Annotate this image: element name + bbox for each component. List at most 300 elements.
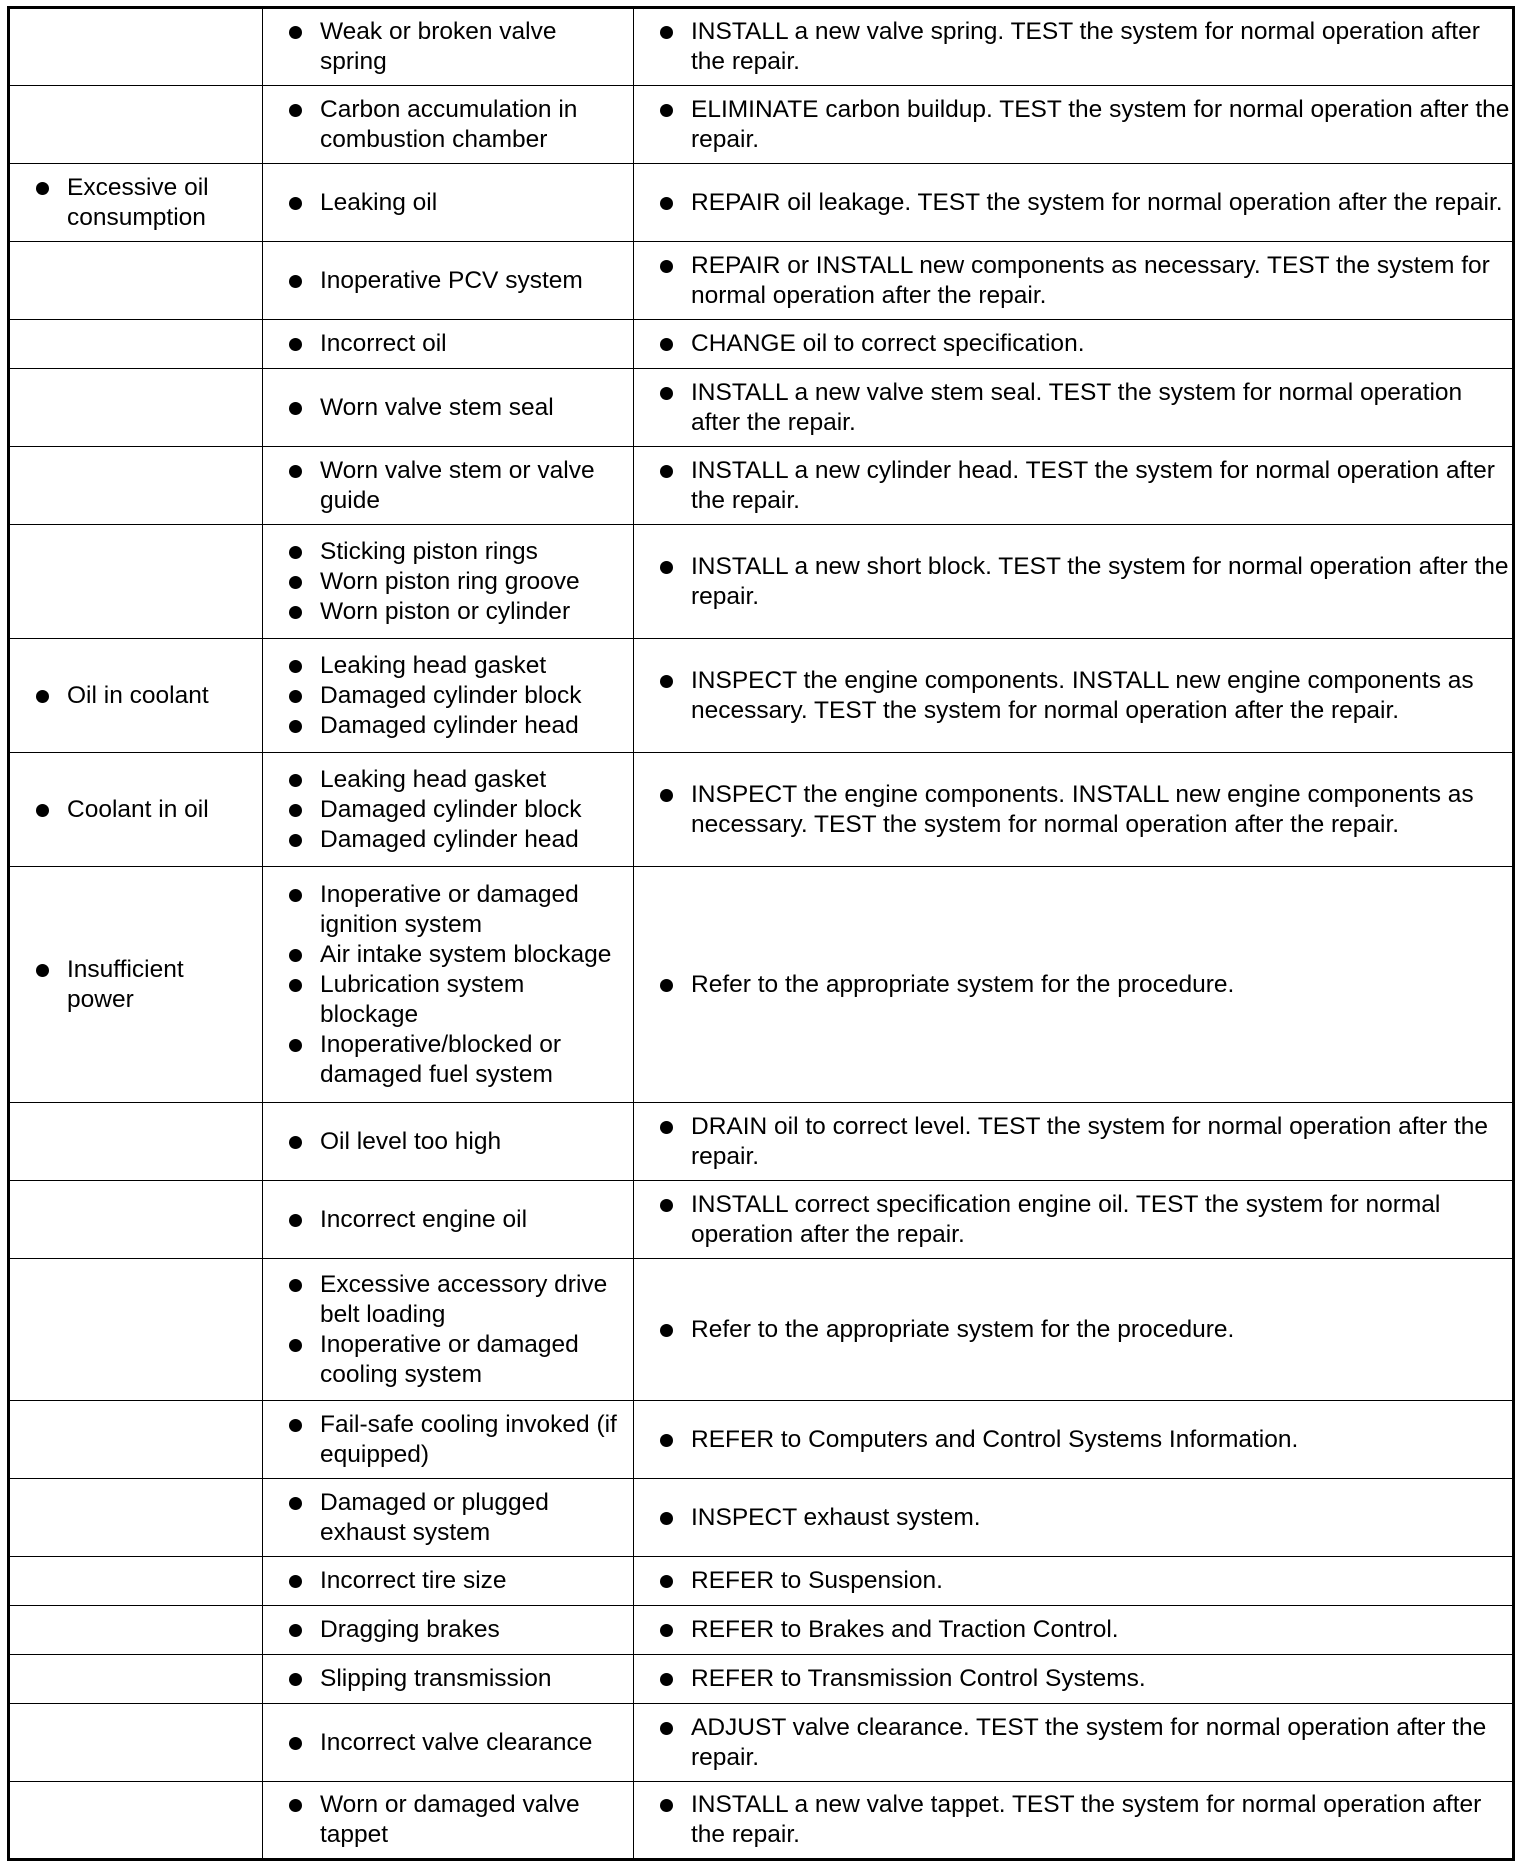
condition-cell: [9, 369, 263, 447]
bullet-icon: [660, 979, 673, 992]
cause-item: [263, 456, 633, 516]
table-row: [9, 242, 1514, 320]
bullet-icon: [660, 197, 673, 210]
condition-cell: [9, 1103, 263, 1181]
action-list: [634, 188, 1512, 218]
action-cell: [634, 639, 1514, 753]
cause-item: [263, 825, 633, 855]
condition-cell: [9, 1704, 263, 1782]
table-row: [9, 1704, 1514, 1782]
bullet-icon: [289, 576, 302, 589]
cause-text: Damaged cylinder block: [320, 795, 582, 823]
cause-cell: [263, 639, 634, 753]
action-text: Refer to the appropriate system for the procedure.: [691, 1315, 1235, 1343]
cause-item: [263, 880, 633, 940]
table-row: [9, 369, 1514, 447]
cause-list: [263, 95, 633, 155]
cause-cell: [263, 1401, 634, 1479]
cause-cell: [263, 320, 634, 369]
cause-text: Inoperative/blocked or damaged fuel system: [320, 1030, 562, 1088]
cause-text: Damaged cylinder head: [320, 825, 579, 853]
action-item: [634, 1790, 1512, 1850]
bullet-icon: [289, 660, 302, 673]
action-cell: [634, 867, 1514, 1103]
cause-text: Worn or damaged valve tappet: [320, 1791, 580, 1848]
action-text: INSTALL a new short block. TEST the system for normal operation after the repair.: [691, 552, 1509, 610]
bullet-icon: [660, 104, 673, 117]
condition-cell: [9, 8, 263, 86]
cause-text: Leaking head gasket: [320, 651, 547, 679]
cause-item: [263, 597, 633, 627]
action-cell: [634, 1401, 1514, 1479]
cause-list: [263, 1127, 633, 1157]
cause-item: [263, 17, 633, 77]
table-row: [9, 8, 1514, 86]
cause-item: [263, 940, 633, 970]
action-text: INSPECT the engine components. INSTALL new engine components as necessary. TEST the system for normal operation after the repair.: [691, 780, 1474, 838]
action-item: [634, 1190, 1512, 1250]
cause-cell: [263, 1479, 634, 1557]
action-list: [634, 552, 1512, 612]
cause-item: [263, 765, 633, 795]
cause-text: Oil level too high: [320, 1127, 502, 1155]
cause-cell: [263, 1782, 634, 1860]
bullet-icon: [660, 675, 673, 688]
condition-cell: [9, 867, 263, 1103]
action-item: [634, 329, 1512, 359]
action-text: REFER to Transmission Control Systems.: [691, 1665, 1146, 1692]
action-list: [634, 1503, 1512, 1533]
cause-item: [263, 795, 633, 825]
cause-list: [263, 537, 633, 627]
table-row: [9, 86, 1514, 164]
bullet-icon: [289, 104, 302, 117]
cause-list: [263, 188, 633, 218]
action-cell: [634, 1704, 1514, 1782]
action-list: [634, 251, 1512, 311]
cause-item: [263, 1728, 633, 1758]
cause-text: Carbon accumulation in combustion chamber: [320, 95, 578, 153]
cause-cell: [263, 1704, 634, 1782]
action-list: [634, 378, 1512, 438]
bullet-icon: [660, 1512, 673, 1525]
cause-list: [263, 765, 633, 855]
action-list: [634, 780, 1512, 840]
action-list: [634, 666, 1512, 726]
action-text: REFER to Brakes and Traction Control.: [691, 1616, 1119, 1643]
condition-cell: [9, 86, 263, 164]
cause-item: [263, 1566, 633, 1596]
condition-list: [10, 955, 262, 1015]
cause-item: [263, 711, 633, 741]
condition-cell: [9, 1401, 263, 1479]
condition-text: Insufficient power: [67, 955, 184, 1013]
table-row: [9, 1606, 1514, 1655]
bullet-icon: [660, 1575, 673, 1588]
table-row: [9, 1259, 1514, 1401]
bullet-icon: [660, 1624, 673, 1637]
cause-list: [263, 1270, 633, 1390]
cause-item: [263, 188, 633, 218]
action-item: [634, 1503, 1512, 1533]
bullet-icon: [289, 1673, 302, 1686]
cause-text: Slipping transmission: [320, 1665, 552, 1692]
action-cell: [634, 1606, 1514, 1655]
cause-list: [263, 1728, 633, 1758]
bullet-icon: [660, 789, 673, 802]
cause-cell: [263, 1606, 634, 1655]
cause-text: Incorrect oil: [320, 330, 447, 357]
cause-cell: [263, 447, 634, 525]
cause-text: Worn piston or cylinder: [320, 597, 571, 625]
condition-cell: [9, 1782, 263, 1860]
cause-list: [263, 1205, 633, 1235]
cause-item: [263, 1030, 633, 1090]
cause-list: [263, 1664, 633, 1694]
bullet-icon: [289, 546, 302, 559]
table-row: [9, 1557, 1514, 1606]
action-cell: [634, 1782, 1514, 1860]
cause-list: [263, 456, 633, 516]
condition-item: [10, 795, 262, 825]
action-list: [634, 1713, 1512, 1773]
bullet-icon: [660, 1799, 673, 1812]
bullet-icon: [289, 1799, 302, 1812]
cause-cell: [263, 8, 634, 86]
condition-item: [10, 173, 262, 233]
cause-item: [263, 1488, 633, 1548]
cause-item: [263, 1330, 633, 1390]
cause-list: [263, 1488, 633, 1548]
bullet-icon: [289, 804, 302, 817]
bullet-icon: [660, 338, 673, 351]
bullet-icon: [36, 964, 49, 977]
action-text: INSTALL correct specification engine oil. TEST the system for normal operation after the repair.: [691, 1190, 1441, 1248]
condition-cell: [9, 639, 263, 753]
bullet-icon: [36, 690, 49, 703]
action-list: [634, 970, 1512, 1000]
bullet-icon: [660, 1121, 673, 1134]
action-item: [634, 378, 1512, 438]
table-body: [9, 8, 1514, 1860]
table-row: [9, 1181, 1514, 1259]
bullet-icon: [289, 979, 302, 992]
action-list: [634, 1112, 1512, 1172]
bullet-icon: [289, 834, 302, 847]
action-text: ADJUST valve clearance. TEST the system for normal operation after the repair.: [691, 1713, 1487, 1771]
cause-cell: [263, 242, 634, 320]
bullet-icon: [660, 1324, 673, 1337]
action-text: DRAIN oil to correct level. TEST the system for normal operation after the repair.: [691, 1112, 1489, 1170]
bullet-icon: [289, 1624, 302, 1637]
bullet-icon: [289, 275, 302, 288]
action-list: [634, 1790, 1512, 1850]
action-cell: [634, 1557, 1514, 1606]
cause-cell: [263, 1557, 634, 1606]
action-cell: [634, 369, 1514, 447]
action-cell: [634, 8, 1514, 86]
cause-cell: [263, 867, 634, 1103]
action-item: [634, 552, 1512, 612]
table-row: [9, 1655, 1514, 1704]
cause-list: [263, 1790, 633, 1850]
cause-item: [263, 681, 633, 711]
cause-cell: [263, 1181, 634, 1259]
action-cell: [634, 1655, 1514, 1704]
cause-cell: [263, 164, 634, 242]
action-item: [634, 970, 1512, 1000]
action-text: CHANGE oil to correct specification.: [691, 330, 1085, 357]
condition-cell: [9, 320, 263, 369]
action-text: Refer to the appropriate system for the procedure.: [691, 970, 1235, 998]
condition-cell: [9, 164, 263, 242]
action-text: INSPECT the engine components. INSTALL new engine components as necessary. TEST the system for normal operation after the repair.: [691, 666, 1474, 724]
cause-text: Inoperative PCV system: [320, 266, 583, 294]
bullet-icon: [289, 402, 302, 415]
table-row: [9, 1401, 1514, 1479]
condition-item: [10, 955, 262, 1015]
cause-item: [263, 537, 633, 567]
bullet-icon: [289, 1497, 302, 1510]
action-cell: [634, 1259, 1514, 1401]
cause-text: Worn piston ring groove: [320, 567, 580, 595]
bullet-icon: [660, 1199, 673, 1212]
bullet-icon: [36, 804, 49, 817]
table-row: [9, 1103, 1514, 1181]
bullet-icon: [36, 182, 49, 195]
condition-text: Excessive oil consumption: [67, 173, 209, 231]
bullet-icon: [660, 1722, 673, 1735]
action-text: INSTALL a new valve tappet. TEST the system for normal operation after the repair.: [691, 1791, 1482, 1848]
action-text: INSPECT exhaust system.: [691, 1503, 981, 1531]
action-text: REFER to Computers and Control Systems Information.: [691, 1425, 1299, 1453]
cause-text: Worn valve stem or valve guide: [320, 456, 595, 514]
action-list: [634, 1315, 1512, 1345]
cause-text: Incorrect tire size: [320, 1567, 507, 1594]
table-row: [9, 447, 1514, 525]
action-item: [634, 456, 1512, 516]
action-text: ELIMINATE carbon buildup. TEST the system for normal operation after the repair.: [691, 95, 1510, 153]
action-item: [634, 17, 1512, 77]
condition-cell: [9, 1655, 263, 1704]
cause-text: Lubrication system blockage: [320, 970, 525, 1028]
action-cell: [634, 164, 1514, 242]
cause-item: [263, 567, 633, 597]
bullet-icon: [289, 720, 302, 733]
cause-cell: [263, 1655, 634, 1704]
action-list: [634, 95, 1512, 155]
action-item: [634, 251, 1512, 311]
condition-text: Oil in coolant: [67, 681, 209, 709]
condition-item: [10, 681, 262, 711]
bullet-icon: [289, 889, 302, 902]
table-row: [9, 867, 1514, 1103]
action-text: REPAIR oil leakage. TEST the system for normal operation after the repair.: [691, 188, 1503, 216]
cause-cell: [263, 86, 634, 164]
cause-text: Worn valve stem seal: [320, 393, 554, 421]
condition-cell: [9, 525, 263, 639]
table-row: [9, 320, 1514, 369]
cause-text: Fail-safe cooling invoked (if equipped): [320, 1410, 617, 1468]
condition-list: [10, 173, 262, 233]
cause-cell: [263, 525, 634, 639]
cause-cell: [263, 753, 634, 867]
cause-list: [263, 880, 633, 1090]
table-row: [9, 164, 1514, 242]
cause-item: [263, 266, 633, 296]
cause-text: Excessive accessory drive belt loading: [320, 1270, 608, 1328]
cause-item: [263, 1615, 633, 1645]
action-item: [634, 188, 1512, 218]
cause-text: Incorrect engine oil: [320, 1205, 528, 1233]
action-item: [634, 1425, 1512, 1455]
cause-cell: [263, 369, 634, 447]
condition-cell: [9, 242, 263, 320]
bullet-icon: [289, 1136, 302, 1149]
table-row: [9, 753, 1514, 867]
bullet-icon: [660, 561, 673, 574]
bullet-icon: [289, 1575, 302, 1588]
action-list: [634, 1664, 1512, 1694]
bullet-icon: [289, 26, 302, 39]
cause-text: Leaking oil: [320, 188, 438, 216]
bullet-icon: [660, 465, 673, 478]
cause-list: [263, 1410, 633, 1470]
bullet-icon: [289, 1214, 302, 1227]
action-item: [634, 1713, 1512, 1773]
action-list: [634, 1425, 1512, 1455]
action-cell: [634, 1181, 1514, 1259]
bullet-icon: [289, 465, 302, 478]
bullet-icon: [289, 197, 302, 210]
bullet-icon: [660, 26, 673, 39]
action-item: [634, 666, 1512, 726]
cause-text: Damaged cylinder head: [320, 711, 579, 739]
cause-cell: [263, 1259, 634, 1401]
bullet-icon: [289, 1339, 302, 1352]
action-text: REFER to Suspension.: [691, 1567, 943, 1594]
action-cell: [634, 86, 1514, 164]
action-list: [634, 329, 1512, 359]
cause-list: [263, 651, 633, 741]
bullet-icon: [660, 1434, 673, 1447]
cause-text: Dragging brakes: [320, 1616, 500, 1643]
bullet-icon: [289, 774, 302, 787]
cause-item: [263, 1664, 633, 1694]
cause-list: [263, 266, 633, 296]
action-list: [634, 1615, 1512, 1645]
action-text: INSTALL a new valve spring. TEST the system for normal operation after the repair.: [691, 18, 1480, 75]
bullet-icon: [289, 690, 302, 703]
cause-list: [263, 1615, 633, 1645]
cause-text: Weak or broken valve spring: [320, 18, 557, 75]
bullet-icon: [289, 1279, 302, 1292]
bullet-icon: [660, 387, 673, 400]
cause-text: Inoperative or damaged cooling system: [320, 1330, 579, 1388]
action-cell: [634, 1479, 1514, 1557]
cause-text: Inoperative or damaged ignition system: [320, 880, 579, 938]
cause-item: [263, 1270, 633, 1330]
cause-item: [263, 95, 633, 155]
condition-text: Coolant in oil: [67, 795, 209, 823]
cause-text: Damaged cylinder block: [320, 681, 582, 709]
condition-list: [10, 681, 262, 711]
cause-list: [263, 329, 633, 359]
bullet-icon: [289, 606, 302, 619]
bullet-icon: [289, 1419, 302, 1432]
cause-item: [263, 970, 633, 1030]
cause-list: [263, 1566, 633, 1596]
condition-cell: [9, 1557, 263, 1606]
table-row: [9, 639, 1514, 753]
action-list: [634, 1566, 1512, 1596]
action-text: INSTALL a new cylinder head. TEST the system for normal operation after the repair.: [691, 456, 1495, 514]
condition-cell: [9, 753, 263, 867]
action-item: [634, 780, 1512, 840]
bullet-icon: [289, 1737, 302, 1750]
action-text: REPAIR or INSTALL new components as necessary. TEST the system for normal operation after the repair.: [691, 251, 1490, 309]
cause-text: Incorrect valve clearance: [320, 1728, 593, 1756]
table-row: [9, 525, 1514, 639]
action-item: [634, 95, 1512, 155]
bullet-icon: [289, 949, 302, 962]
cause-item: [263, 1790, 633, 1850]
bullet-icon: [289, 338, 302, 351]
cause-item: [263, 329, 633, 359]
cause-cell: [263, 1103, 634, 1181]
condition-cell: [9, 447, 263, 525]
action-item: [634, 1664, 1512, 1694]
action-item: [634, 1566, 1512, 1596]
action-cell: [634, 753, 1514, 867]
action-list: [634, 17, 1512, 77]
cause-item: [263, 1205, 633, 1235]
action-cell: [634, 320, 1514, 369]
bullet-icon: [289, 1039, 302, 1052]
cause-text: Air intake system blockage: [320, 940, 612, 968]
bullet-icon: [660, 260, 673, 273]
diagnosis-table: [7, 6, 1515, 1861]
condition-cell: [9, 1606, 263, 1655]
action-item: [634, 1615, 1512, 1645]
cause-text: Leaking head gasket: [320, 765, 547, 793]
bullet-icon: [660, 1673, 673, 1686]
cause-item: [263, 1410, 633, 1470]
cause-item: [263, 651, 633, 681]
action-item: [634, 1315, 1512, 1345]
cause-list: [263, 17, 633, 77]
action-cell: [634, 525, 1514, 639]
cause-list: [263, 393, 633, 423]
cause-text: Damaged or plugged exhaust system: [320, 1488, 549, 1546]
condition-cell: [9, 1479, 263, 1557]
action-cell: [634, 447, 1514, 525]
cause-item: [263, 1127, 633, 1157]
action-text: INSTALL a new valve stem seal. TEST the system for normal operation after the repair.: [691, 378, 1463, 436]
action-cell: [634, 1103, 1514, 1181]
condition-cell: [9, 1181, 263, 1259]
action-list: [634, 456, 1512, 516]
cause-text: Sticking piston rings: [320, 537, 538, 565]
cause-item: [263, 393, 633, 423]
action-list: [634, 1190, 1512, 1250]
condition-cell: [9, 1259, 263, 1401]
table-row: [9, 1782, 1514, 1860]
table-row: [9, 1479, 1514, 1557]
action-cell: [634, 242, 1514, 320]
condition-list: [10, 795, 262, 825]
action-item: [634, 1112, 1512, 1172]
